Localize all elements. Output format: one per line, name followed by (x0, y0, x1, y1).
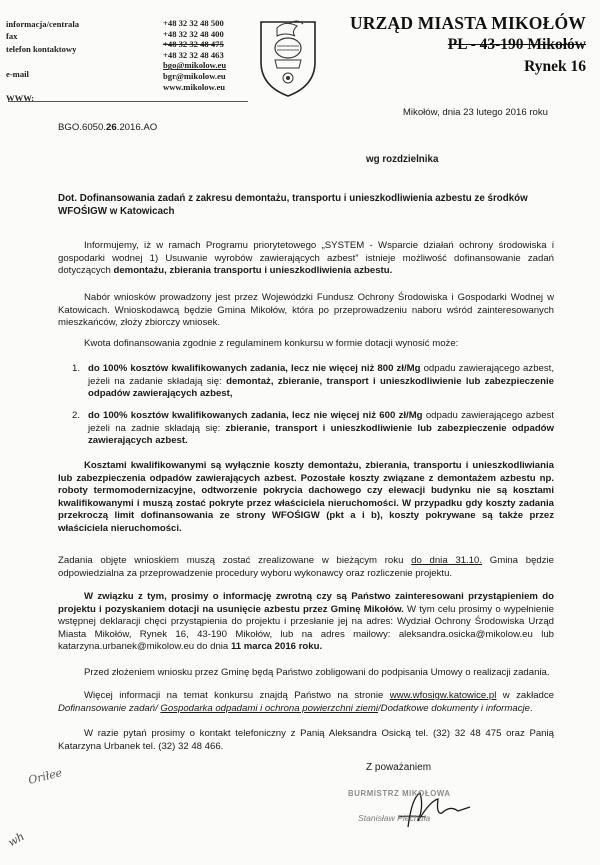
coat-of-arms-icon (255, 14, 321, 100)
paragraph-koszty: Kosztami kwalifikowanymi są wyłącznie koszty demontażu, zbierania, transportu i unieszkodliwiania lub zabezpieczenia odpadów zawierających azbest. Pozostałe koszty związane z demontażem azbestu np. roboty termomodernizacyjne, odtworzenie pokrycia dachowego czy elewacji budynku nie są kosztami kwalifikowanymi i muszą zostać pokryte przez właściciela nieruchomości. W przypadku gdy koszty zadania przekroczą limit dofinansowania ze strony WFOŚIGW (pkt a i b), koszty pokrywane są także przez właściciela nieruchomości. (58, 460, 554, 534)
contact-values (163, 18, 226, 92)
header-divider (8, 101, 248, 102)
subject-line: Dot. Dofinansowania zadań z zakresu demontażu, transportu i unieszkodliwienia azbestu ze środków WFOŚIGW w Katowicach (58, 193, 528, 217)
handwritten-note: Oriłee (26, 766, 64, 787)
handwritten-mark: wh (5, 829, 27, 850)
paragraph-zwiazek: W związku z tym, prosimy o informację zwrotną czy są Państwo zainteresowani przystąpieniem do projektu i pozyskaniem dotacji na usunięcie azbestu przez Gminę Mikołów. W tym celu prosimy o wypełnienie wstępnej deklaracji chęci przystąpienia do projektu i przesłanie jej na adres: Wydział Ochrony Środowiska Urząd Miasta Mikołów, Rynek 16, 43-190 Mikołów, lub na adres mailowy: aleksandra.osicka@mikolow.eu lub katarzyna.urbanek@mikolow.eu do dnia 11 marca 2016 roku. (58, 591, 554, 653)
reference-number: BGO.6050.26.2016.AO (58, 122, 158, 133)
email-bgr[interactable]: bgr@mikolow.eu (163, 70, 226, 81)
paragraph-kontakt: W razie pytań prosimy o kontakt telefoniczny z Panią Aleksandra Osicką tel. (32) 32 48 475 oraz Panią Katarzyna Urbanek tel. (32) 32 48 466. (58, 728, 554, 752)
contact-labels (6, 18, 79, 105)
label-fax: fax (6, 31, 18, 42)
wfosigw-link[interactable]: www.wfosigw.katowice.pl (389, 690, 497, 701)
email-bgo[interactable]: bgo@mikolow.eu (163, 60, 227, 71)
phone-contact-old: +48 32 32 48 475 (163, 39, 224, 50)
label-www: WWW: (6, 93, 35, 104)
stamp-name: Stanisław Piechula (358, 813, 431, 823)
recipient: wg rozdzielnika (366, 154, 439, 165)
label-centrala: informacja/centrala (6, 19, 80, 29)
label-email: e-mail (6, 68, 29, 79)
office-name: URZĄD MIASTA MIKOŁÓW (349, 13, 586, 33)
www-link[interactable]: www.mikolow.eu (163, 81, 226, 92)
letter-date: Mikołów, dnia 23 lutego 2016 roku (402, 107, 548, 118)
paragraph-intro: Informujemy, iż w ramach Programu priorytetowego „SYSTEM - Wsparcie działań ochrony środowiska i gospodarki wodnej 1) Usuwanie wyrobów zawierających azbest” istnieje możliwość dofinansowanie zadań dotyczących demontażu, zbierania transportu i unieszkodliwienia azbestu. (58, 240, 554, 277)
office-title (350, 13, 586, 78)
label-phone: telefon kontaktowy (6, 43, 77, 54)
list-number-1: 1. (72, 363, 81, 374)
paragraph-wiecej: Więcej informacji na temat konkursu znajdą Państwo na stronie www.wfosigw.katowice.pl w zakładce Dofinansowanie zadań/ Gospodarka odpadami i ochrona powierzchni ziemi/Dodatkowe dokumenty i informacje. (58, 690, 555, 714)
phone-centrala: +48 32 32 48 500 (163, 18, 224, 28)
closing-phrase: Z poważaniem (366, 762, 432, 773)
paragraph-termin: Zadania objęte wnioskiem muszą zostać zrealizowane w bieżącym roku do dnia 31.10. Gmina będzie odpowiedzialna za przeprowadzenie procedury wyboru wykonawcy oraz rozliczenie projektu. (58, 555, 555, 579)
paragraph-nabor: Nabór wniosków prowadzony jest przez Wojewódzki Fundusz Ochrony Środowiska i Gospodarki Wodnej w Katowicach. Wnioskodawcą będzie Gmina Mikołów, która po przeprowadzeniu naboru wśród zainteresowanych mieszkańców, złoży zbiorczy wniosek. (58, 292, 554, 329)
list-item-1: do 100% kosztów kwalifikowanych zadania, lecz nie więcej niż 800 zł/Mg odpadu zawierającego azbest, jeżeli na zadanie składają się: demontaż, zbieranie, transport i unieszkodliwienie lub zabezpieczenie odpadów zawierających azbest, (88, 363, 554, 400)
paragraph-kwota: Kwota dofinansowania zgodnie z regulaminem konkursu w formie dotacji wynosić może: (84, 338, 459, 349)
office-street: Rynek 16 (524, 58, 586, 75)
paragraph-umowa: Przed złożeniem wniosku przez Gminę będą Państwo zobligowani do podpisania Umowy o realizacji zadania. (84, 667, 550, 678)
list-item-2: do 100% kosztów kwalifikowanych zadania, lecz nie więcej niż 600 zł/Mg odpadu zawierającego azbest jeżeli na zadnie składają się: zbieranie, transport i unieszkodliwienie lub zabezpieczenie odpadów zawierających azbest. (88, 410, 555, 447)
phone-contact: +48 32 32 48 463 (163, 49, 224, 60)
phone-fax: +48 32 32 48 400 (163, 28, 224, 39)
office-postal: PL - 43-190 Mikołów (447, 36, 586, 53)
list-number-2: 2. (72, 410, 81, 421)
stamp-title: BURMISTRZ MIKOŁOWA (348, 789, 451, 798)
